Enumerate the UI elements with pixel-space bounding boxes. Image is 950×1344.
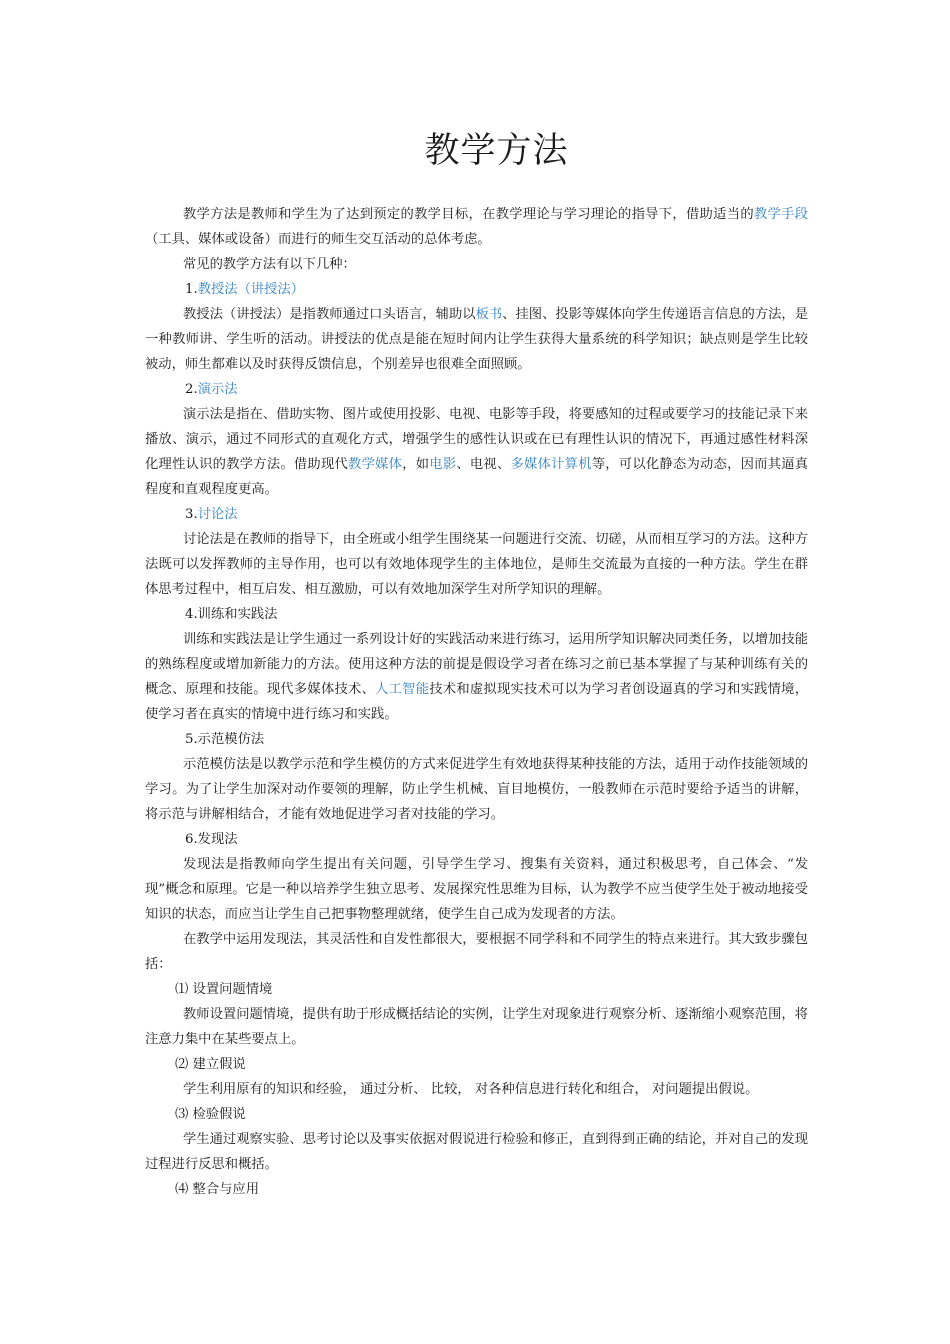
step-2-paragraph: 学生利用原有的知识和经验， 通过分析、 比较， 对各种信息进行转化和组合， 对问题提出假说。 bbox=[183, 1082, 759, 1097]
method-5-heading: 5.示范模仿法 bbox=[185, 732, 265, 747]
method-2-heading bbox=[145, 377, 808, 402]
step-1-paragraph: 教师设置问题情境，提供有助于形成概括结论的实例，让学生对现象进行观察分析、逐渐缩小观察范围，将注意力集中在某些要点上。 bbox=[145, 1007, 808, 1047]
link-lecture-method[interactable]: 教授法（讲授法） bbox=[197, 282, 305, 297]
step-1-heading: ⑴ 设置问题情境 bbox=[175, 982, 273, 997]
method-3-paragraph: 讨论法是在教师的指导下，由全班或小组学生围绕某一问题进行交流、切磋，从而相互学习的方法。这种方法既可以发挥教师的主导作用，也可以有效地体现学生的主体地位，是师生交流最为直接的一种方法。学生在群体思考过程中，相互启发、相互激励，可以有效地加深学生对所学知识的理解。 bbox=[145, 532, 808, 597]
method-2-text-a: 演示法是指在、借助实物、图片或使用投影、电视、电影等手段，将要感知的过程或要学习的技能记录下来播放、演示，通过不同形式的直观化方式，增强学生的感性认识或在已有理性认识的情况下，再通过感性材料深化理性认识的教学方法。借助现代 bbox=[145, 407, 808, 472]
step-3-heading: ⑶ 检验假说 bbox=[175, 1107, 246, 1122]
link-film[interactable]: 电影 bbox=[429, 457, 457, 472]
method-6-paragraph-1: 发现法是指教师向学生提出有关问题，引导学生学习、搜集有关资料，通过积极思考，自己体会、“发现”概念和原理。它是一种以培养学生独立思考、发展探究性思维为目标，认为教学不应当使学生处于被动地接受知识的状态，而应当让学生自己把事物整理就绪，使学生自己成为发现者的方法。 bbox=[145, 857, 808, 922]
intro-list-lead: 常见的教学方法有以下几种： bbox=[183, 257, 356, 272]
link-teaching-means[interactable]: 教学手段 bbox=[753, 207, 808, 222]
link-demonstration-method[interactable]: 演示法 bbox=[197, 382, 238, 397]
method-4-text-a: 训练和实践法是让学生通过一系列设计好的实践活动来进行练习，运用所学知识解决同类任务，以增加技能的熟练程度或增加新能力的方法。使用这种方法的前提是假设学习者在练习之前已基本掌握了与某种训练有关的概念、原理和技能。现代多媒体技术、 bbox=[145, 632, 808, 697]
step-3-paragraph: 学生通过观察实验、思考讨论以及事实依据对假说进行检验和修正，直到得到正确的结论，并对自己的发现过程进行反思和概括。 bbox=[145, 1132, 808, 1172]
method-2-number: 2. bbox=[185, 382, 198, 397]
method-2-paragraph bbox=[145, 402, 808, 502]
link-artificial-intelligence[interactable]: 人工智能 bbox=[375, 682, 430, 697]
method-3-heading bbox=[145, 502, 808, 527]
intro-text-a: 教学方法是教师和学生为了达到预定的教学目标，在教学理论与学习理论的指导下，借助适当的 bbox=[183, 207, 754, 222]
method-2-text-c: 、电视、 bbox=[456, 457, 511, 472]
method-4-heading: 4.训练和实践法 bbox=[185, 607, 278, 622]
link-teaching-media[interactable]: 教学媒体 bbox=[348, 457, 403, 472]
link-discussion-method[interactable]: 讨论法 bbox=[197, 507, 238, 522]
page-title: 教学方法 bbox=[424, 131, 569, 171]
method-2-text-b: ，如 bbox=[402, 457, 430, 472]
intro-text-b: （工具、媒体或设备）而进行的师生交互活动的总体考虑。 bbox=[145, 232, 491, 247]
method-4-text-b: 技术和虚拟现实技术可以为学习者创设逼真的学习和实践情境，使学习者在真实的情境中进行练习和实践。 bbox=[145, 682, 809, 722]
method-3-number: 3. bbox=[185, 507, 198, 522]
step-4-heading: ⑷ 整合与应用 bbox=[175, 1182, 260, 1197]
method-1-text-b: 、挂图、投影等媒体向学生传递语言信息的方法，是一种教师讲、学生听的活动。讲授法的优点是能在短时间内让学生获得大量系统的科学知识；缺点则是学生比较被动，师生都难以及时获得反馈信息，个别差异也很难全面照顾。 bbox=[145, 307, 809, 372]
method-6-paragraph-2: 在教学中运用发现法，其灵活性和自发性都很大，要根据不同学科和不同学生的特点来进行。其大致步骤包括： bbox=[145, 932, 808, 972]
method-2-text-d: 等，可以化静态为动态，因而其逼真程度和直观程度更高。 bbox=[145, 457, 809, 497]
method-1-paragraph bbox=[145, 302, 808, 377]
method-1-heading bbox=[145, 277, 808, 302]
link-blackboard[interactable]: 板书 bbox=[475, 307, 503, 322]
method-6-heading: 6.发现法 bbox=[185, 832, 238, 847]
method-5-paragraph: 示范模仿法是以教学示范和学生模仿的方式来促进学生有效地获得某种技能的方法，适用于动作技能领域的学习。为了让学生加深对动作要领的理解，防止学生机械、盲目地模仿，一般教师在示范时要给予适当的讲解，将示范与讲解相结合，才能有效地促进学习者对技能的学习。 bbox=[145, 757, 808, 822]
method-4-paragraph bbox=[145, 627, 808, 727]
method-1-text-a: 教授法（讲授法）是指教师通过口头语言，辅助以 bbox=[183, 307, 476, 322]
link-multimedia-computer[interactable]: 多媒体计算机 bbox=[510, 457, 592, 472]
step-2-heading: ⑵ 建立假说 bbox=[175, 1057, 246, 1072]
method-1-number: 1. bbox=[185, 282, 198, 297]
intro-paragraph bbox=[145, 202, 808, 252]
